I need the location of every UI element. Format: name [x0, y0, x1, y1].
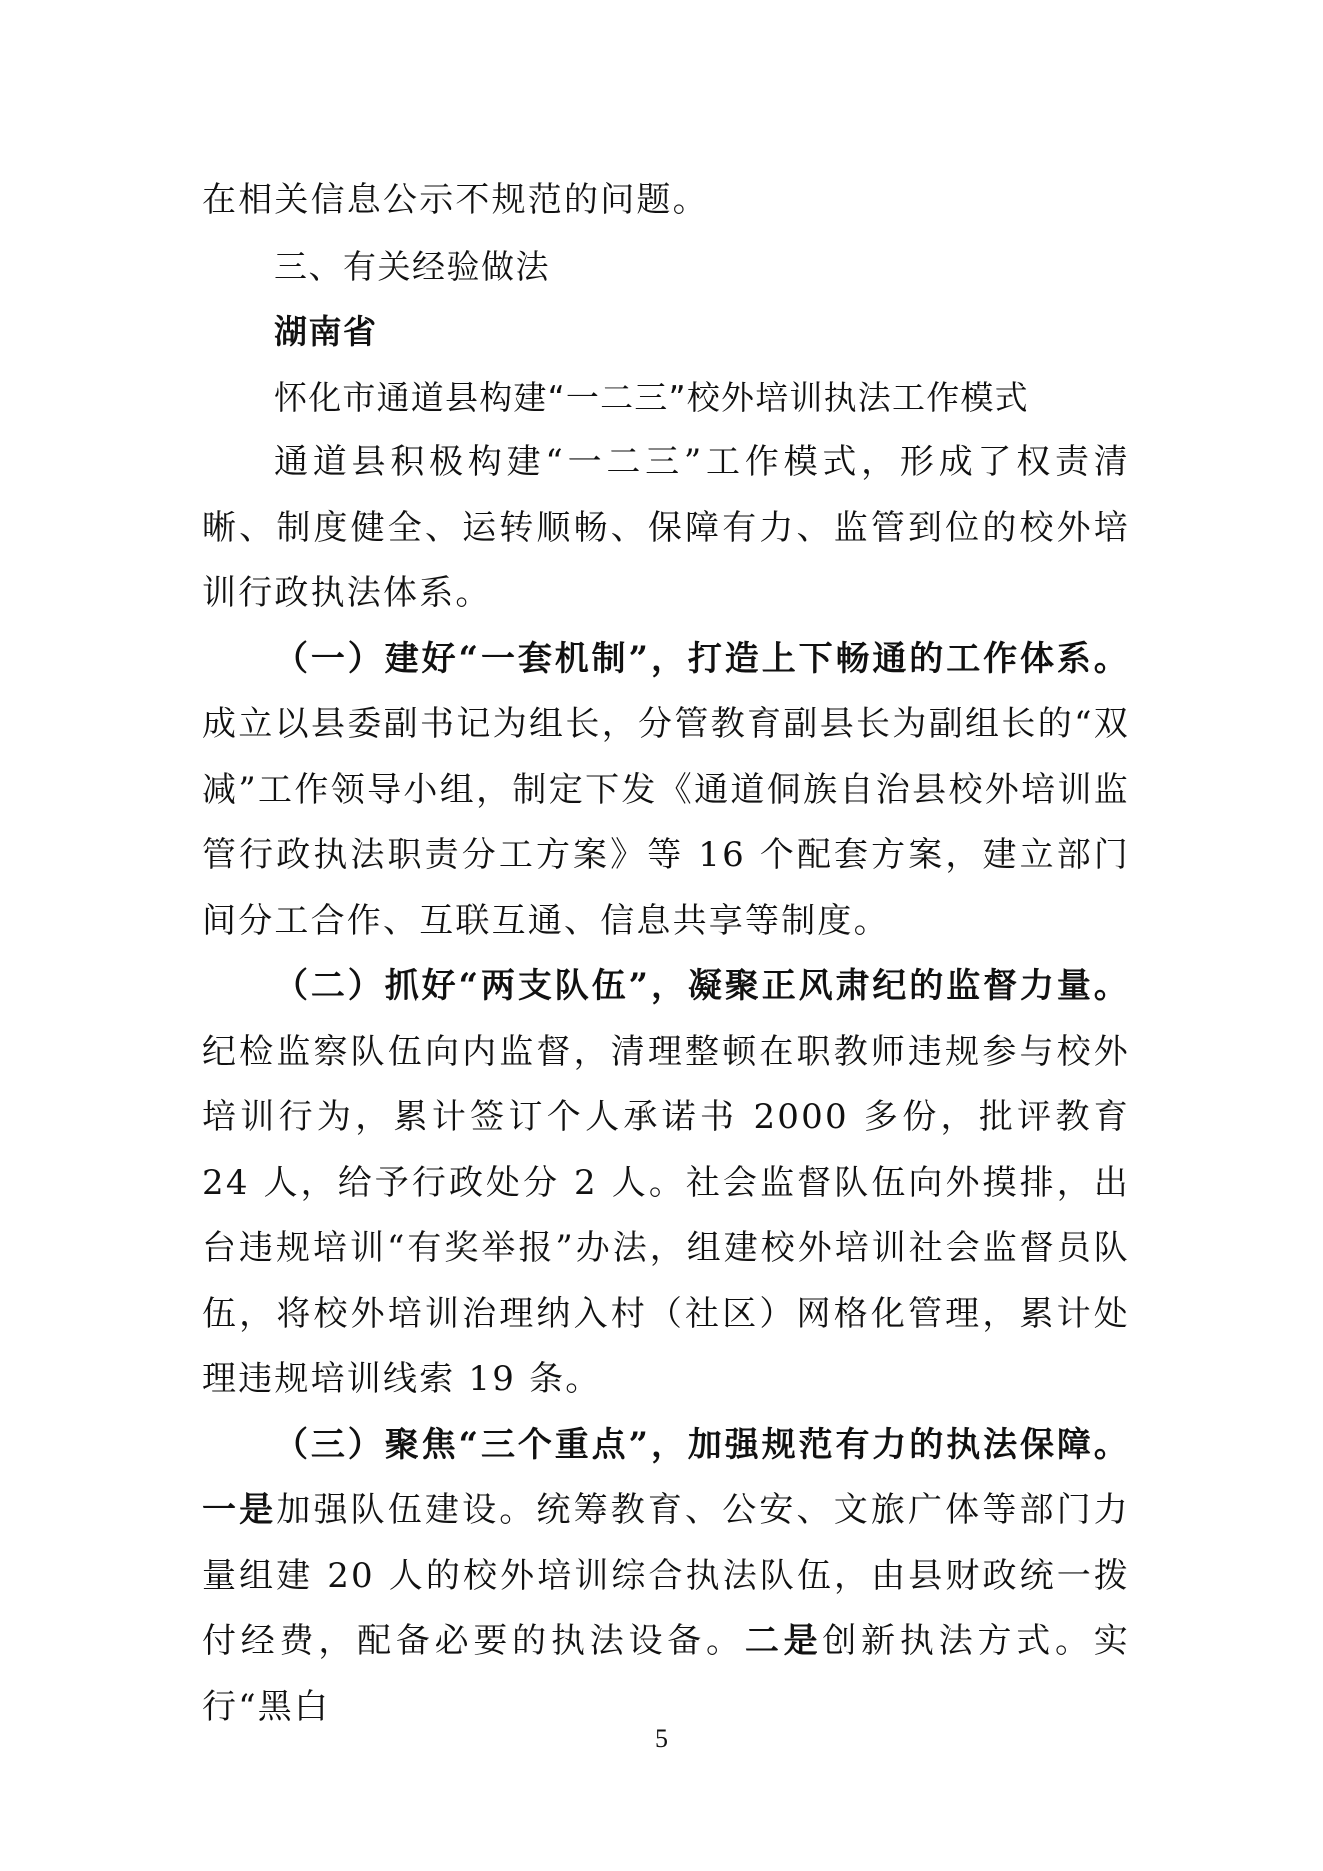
section-3-text-1: 加强队伍建设。统筹教育、公安、文旅广体等部门力量组建 20 人的校外培训综合执法队伍，由县财政统一拨付经费，配备必要的执法设备。 [202, 1490, 1130, 1661]
section-3-heading: （三）聚焦“三个重点”，加强规范有力的执法保障。 [274, 1424, 1130, 1465]
section-2-heading: （二）抓好“两支队伍”，凝聚正风肃纪的监督力量。 [274, 966, 1130, 1006]
section-3-text-2: 创新执法方式。实行“黑白 [202, 1621, 1130, 1727]
intro-paragraph: 通道县积极构建“一二三”工作模式，形成了权责清晰、制度健全、运转顺畅、保障有力、监管到位的校外培训行政执法体系。 [202, 442, 1130, 613]
article-title: 怀化市通道县构建“一二三”校外培训执法工作模式 [274, 377, 1029, 417]
page-number: 5 [655, 1724, 668, 1753]
section-2-body: 纪检监察队伍向内监督，清理整顿在职教师违规参与校外培训行为，累计签订个人承诺书 2000 多份，批评教育 24 人，给予行政处分 2 人。社会监督队伍向外摸排，出台违规培训“有奖举报”办法，组建校外培训社会监督员队伍，将校外培训治理纳入村（社区）网格化管理，累计处理违规培训线索 19 条。 [202, 1031, 1130, 1399]
section-2-paragraph [202, 954, 1130, 1413]
continuation-paragraph: 在相关信息公示不规范的问题。 [202, 180, 709, 220]
section-1-body: 成立以县委副书记为组长，分管教育副县长为副组长的“双减”工作领导小组，制定下发《通道侗族自治县校外培训监管行政执法职责分工方案》等 16 个配套方案，建立部门间分工合作、互联互通、信息共享等制度。 [202, 704, 1130, 941]
province-heading: 湖南省 [274, 312, 378, 351]
section-3-lead-1: 一是 [202, 1490, 277, 1530]
section-1-heading: （一）建好“一套机制”，打造上下畅通的工作体系。 [274, 638, 1130, 679]
document-body [202, 168, 1130, 1740]
section-3-paragraph [202, 1413, 1130, 1741]
section-heading: 三、有关经验做法 [274, 246, 550, 286]
section-3-lead-2: 二是 [744, 1621, 823, 1661]
section-1-paragraph [202, 627, 1130, 955]
